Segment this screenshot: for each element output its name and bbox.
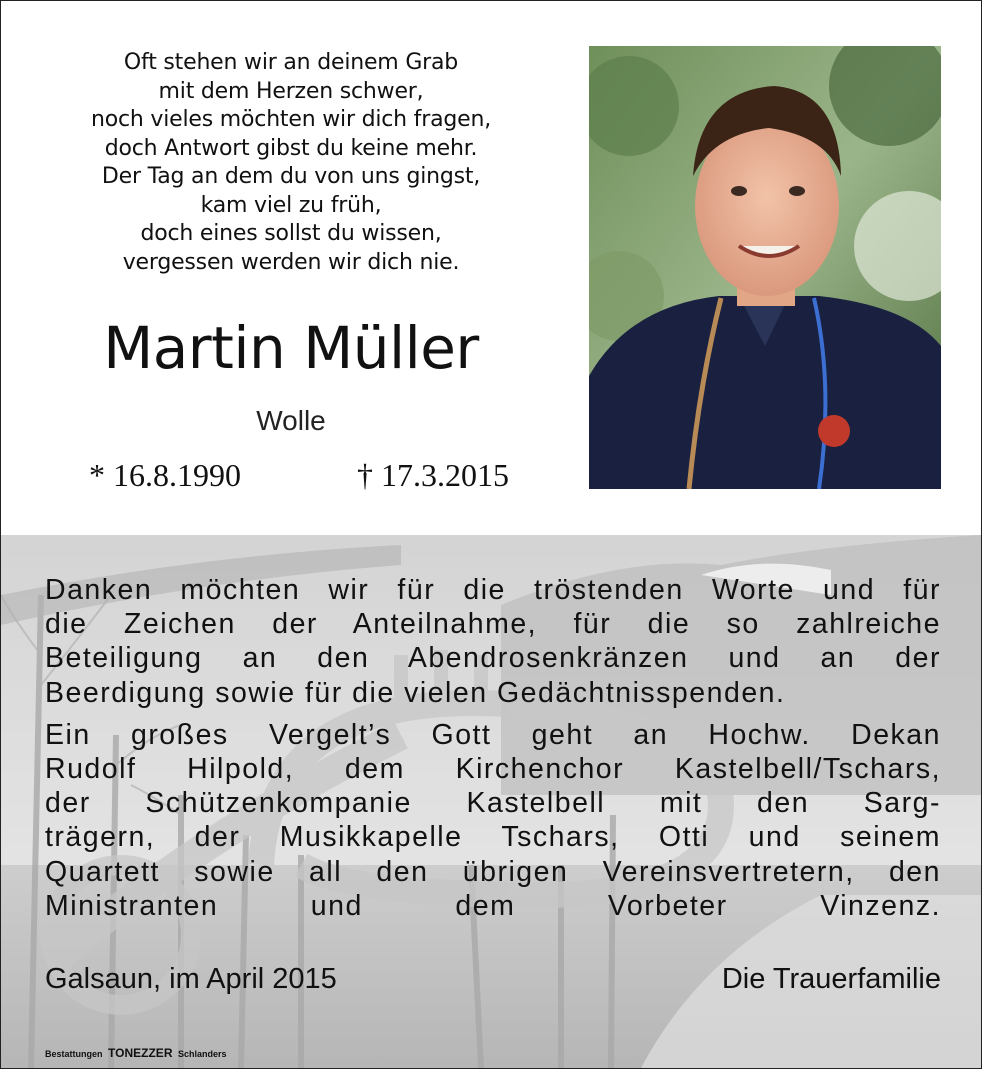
closing-row [45,963,941,996]
poem-line: doch Antwort gibst du keine mehr. [104,135,478,161]
poem-line: doch eines sollst du wissen, [140,221,442,246]
family-signature: Die Trauerfamilie [721,963,941,995]
thanks-line: der Schützenkompanie Kastelbell mit den Sarg- [45,787,941,820]
poem-line: kam viel zu früh, [200,192,382,218]
thanks-paragraph-1 [45,573,941,710]
poem-line: vergessen werden wir dich nie. [122,249,460,275]
thanks-line: Beerdigung sowie für die vielen Gedächtnisspenden. [45,676,786,709]
thank-you-text [45,573,941,931]
thanks-paragraph-2 [45,718,941,923]
poem-line: Der Tag an dem du von uns gingst, [101,164,481,189]
portrait-photo [589,46,941,489]
funeral-home-imprint [45,1046,227,1060]
birth-date: * 16.8.1990 [89,457,241,493]
imprint-prefix: Bestattungen [45,1049,103,1059]
thanks-line: Rudolf Hilpold, dem Kirchenchor Kastelbell/Tschars, [45,753,941,786]
poem-line: mit dem Herzen schwer, [158,78,424,104]
death-date: † 17.3.2015 [357,457,509,493]
thanks-line: die Zeichen der Anteilnahme, für die so zahlreiche [45,608,941,641]
thanks-line: Ministranten und dem Vorbeter Vinzenz. [45,889,941,922]
deceased-name: Martin Müller [103,314,479,382]
thanks-line: trägern, der Musikkapelle Tschars, Otti und seinem [45,821,941,854]
life-dates [89,457,509,494]
imprint-brand: TONEZZER [108,1046,173,1060]
thanks-line: Beteiligung an den Abendrosenkränzen und an der [45,642,941,675]
memorial-poem [61,49,521,277]
deceased-nickname: Wolle [256,405,326,436]
thanks-line: Danken möchten wir für die tröstenden Worte und für [45,574,941,606]
poem-line: noch vieles möchten wir dich fragen, [91,107,491,132]
poem-line: Oft stehen wir an deinem Grab [123,50,459,75]
place-and-date: Galsaun, im April 2015 [45,963,337,995]
thanks-line: Quartett sowie all den übrigen Vereinsvertretern, den [45,855,941,888]
thanks-line: Ein großes Vergelt’s Gott geht an Hochw. Dekan [45,718,941,751]
imprint-suffix: Schlanders [178,1049,227,1059]
